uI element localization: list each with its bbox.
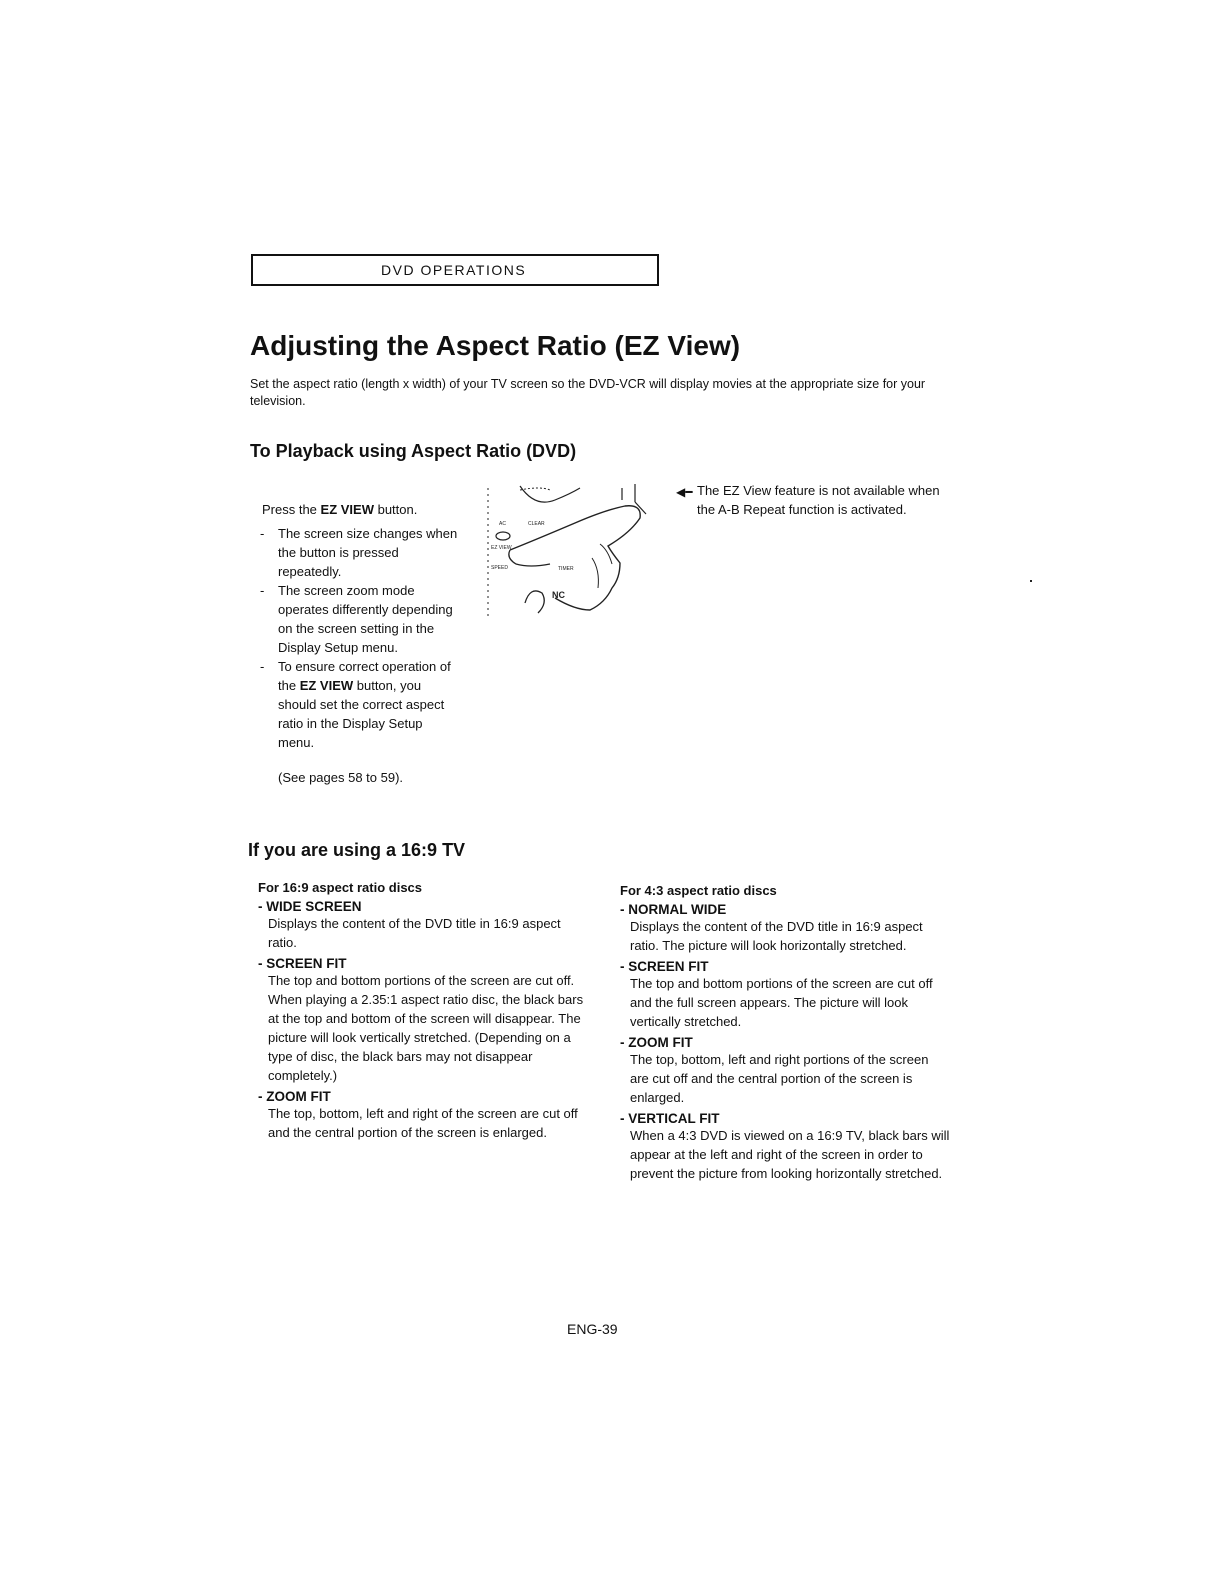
list-item bbox=[258, 899, 588, 952]
page-number: ENG-39 bbox=[567, 1321, 618, 1337]
item-desc: The top, bottom, left and right of the screen are cut off and the central portion of the screen is enlarged. bbox=[268, 1106, 578, 1140]
item-title-vertical-fit: - VERTICAL FIT bbox=[620, 1111, 720, 1126]
playback-heading: To Playback using Aspect Ratio (DVD) bbox=[250, 441, 577, 461]
item-title-normal-wide: - NORMAL WIDE bbox=[620, 902, 727, 917]
knuckle-curve bbox=[525, 591, 544, 613]
sync-label: NC bbox=[552, 590, 565, 600]
right-subheading: For 4:3 aspect ratio discs bbox=[620, 883, 777, 898]
item-title-zoom-fit: - ZOOM FIT bbox=[258, 1089, 331, 1104]
list-item bbox=[620, 959, 950, 1031]
intro-paragraph: Set the aspect ratio (length x width) of your TV screen so the DVD-VCR will display movies at the appropriate size for your television. bbox=[250, 377, 926, 408]
item-desc: The top and bottom portions of the screen are cut off. When playing a 2.35:1 aspect ratio disc, the black bars at the top and bottom of the screen will disappear. The picture will look vertically stretched. (Depending on a type of disc, the black bars may not disappear completely.) bbox=[268, 973, 584, 1083]
section-label: DVD OPERATIONS bbox=[381, 262, 527, 278]
right-column-4-3-discs bbox=[620, 883, 950, 1187]
press-instruction bbox=[262, 500, 417, 519]
clear-label: CLEAR bbox=[528, 521, 545, 527]
speed-label: SPEED bbox=[491, 565, 508, 571]
bullet-screen-size: - The screen size changes when the button is pressed repeatedly. bbox=[258, 524, 458, 581]
item-desc: The top, bottom, left and right portions of the screen are cut off and the central portion of the screen is enlarged. bbox=[630, 1052, 929, 1105]
item-title-screen-fit: - SCREEN FIT bbox=[620, 959, 709, 974]
section-header-box bbox=[251, 254, 659, 286]
bullet3-suffix: button, you should set the correct aspect ratio in the Display Setup menu. bbox=[278, 678, 445, 750]
fingertip bbox=[509, 550, 550, 566]
tv169-heading: If you are using a 16:9 TV bbox=[248, 840, 466, 860]
playback-bullets bbox=[258, 524, 458, 752]
list-item bbox=[258, 1089, 588, 1142]
item-title-screen-fit: - SCREEN FIT bbox=[258, 956, 347, 971]
see-pages-ref: (See pages 58 to 59). bbox=[278, 770, 404, 785]
stray-dot bbox=[1030, 580, 1032, 582]
bullet-correct-operation bbox=[258, 657, 458, 752]
remote-hand-illustration bbox=[480, 478, 680, 623]
item-desc: When a 4:3 DVD is viewed on a 16:9 TV, black bars will appear at the left and right of the screen in order to prevent the picture from looking horizontally stretched. bbox=[630, 1128, 950, 1181]
bullet3-button-name: EZ VIEW bbox=[299, 678, 354, 693]
pointer-arrow-icon: ◀━ bbox=[676, 485, 693, 499]
list-item bbox=[620, 1111, 950, 1183]
press-suffix: button. bbox=[373, 502, 418, 517]
item-desc: Displays the content of the DVD title in 16:9 aspect ratio. bbox=[268, 916, 561, 950]
item-title-zoom-fit: - ZOOM FIT bbox=[620, 1035, 693, 1050]
list-item bbox=[620, 902, 950, 955]
page-title: Adjusting the Aspect Ratio (EZ View) bbox=[250, 330, 741, 361]
ez-label-top: AC bbox=[499, 521, 506, 527]
item-desc: Displays the content of the DVD title in 16:9 aspect ratio. The picture will look horizontally stretched. bbox=[630, 919, 923, 953]
item-title-wide-screen: - WIDE SCREEN bbox=[258, 899, 362, 914]
list-item bbox=[258, 956, 588, 1085]
ez-view-note bbox=[676, 481, 946, 519]
left-column-16-9-discs bbox=[258, 880, 588, 1146]
item-desc: The top and bottom portions of the screen are cut off and the full screen appears. The picture will look vertically stretched. bbox=[630, 976, 933, 1029]
timer-label: TIMER bbox=[558, 566, 574, 572]
list-item bbox=[620, 1035, 950, 1107]
press-button-name: EZ VIEW bbox=[320, 502, 374, 517]
ez-view-button-icon bbox=[496, 532, 510, 540]
left-subheading: For 16:9 aspect ratio discs bbox=[258, 880, 423, 895]
press-prefix: Press the bbox=[262, 502, 321, 517]
note-text: The EZ View feature is not available when the A-B Repeat function is activated. bbox=[697, 483, 940, 517]
bullet-zoom-mode: - The screen zoom mode operates differently depending on the screen setting in the Display Setup menu. bbox=[258, 581, 458, 657]
ez-view-label: EZ VIEW bbox=[491, 545, 512, 551]
bullet3-prefix: To ensure correct operation of the bbox=[278, 659, 451, 693]
